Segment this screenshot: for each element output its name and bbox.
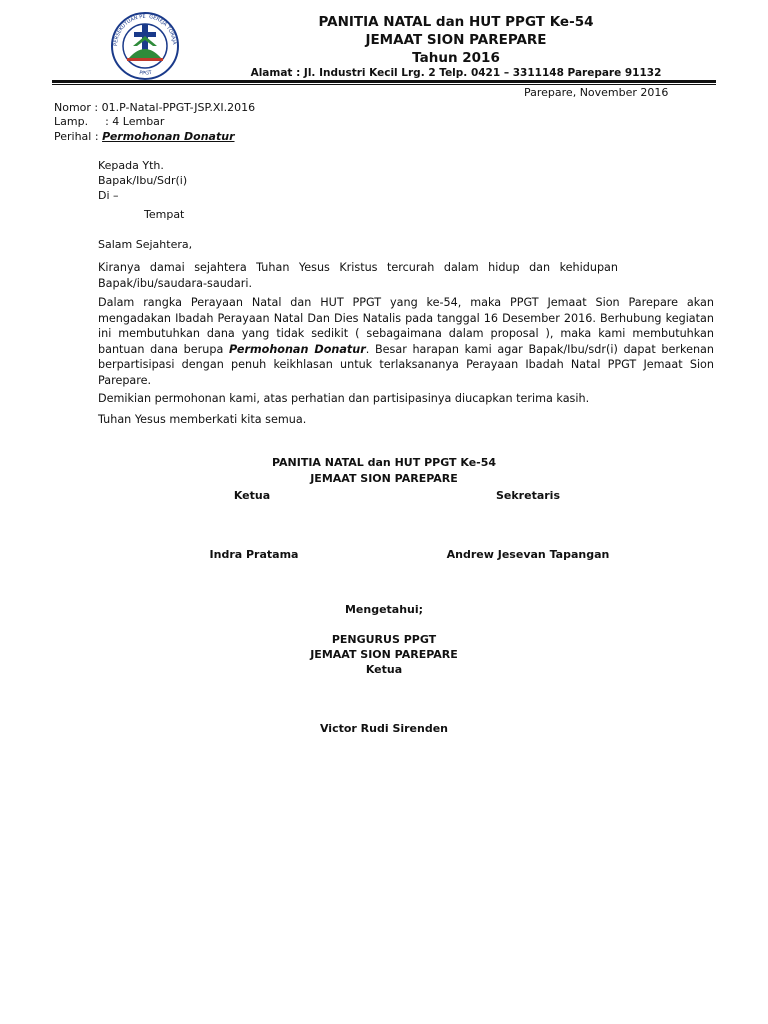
paragraph-4: Tuhan Yesus memberkati kita semua. [98,413,307,426]
ketua-title: Ketua [233,489,271,502]
letterhead-title-1: PANITIA NATAL dan HUT PPGT Ke-54 [318,14,594,30]
pengurus-title: Ketua [365,663,403,676]
perihal-label: Perihal : [54,130,99,143]
ppgt-logo [97,12,193,80]
nomor-label: Nomor : [54,101,99,114]
pengurus-line-2: JEMAAT SION PAREPARE [310,648,458,661]
lamp-row [54,115,164,128]
signature-org-1: PANITIA NATAL dan HUT PPGT Ke-54 [271,456,497,469]
salutation: Salam Sejahtera, [98,238,193,251]
paragraph-1: Kiranya damai sejahtera Tuhan Yesus Kristus tercurah dalam hidup dan kehidupan Bapak/ibu/saudara-saudari. [98,261,618,290]
lamp-label: Lamp. [54,115,89,128]
svg-text:PPGT [139,70,153,77]
perihal-value: Permohonan Donatur [102,130,235,143]
address-line-3: Di – [98,189,119,202]
letterhead-title-3: Tahun 2016 [412,50,500,66]
letter-date: Parepare, November 2016 [524,86,669,99]
letterhead-title-2: JEMAAT SION PAREPARE [365,32,547,48]
paragraph-2 [98,295,714,389]
address-line-4: Tempat [144,208,185,221]
address-line-2: Bapak/Ibu/Sdr(i) [98,174,188,187]
paragraph-2-text-b: . Besar harapan kami agar Bapak/Ibu/sdr(i) dapat berkenan berpartisipasi dengan penuh keikhlasan untuk terlaksananya Perayaan Ibadah Natal PPGT Jemaat Sion Parepare. [98,342,714,387]
pengurus-line-1: PENGURUS PPGT [331,633,437,646]
nomor-value: 01.P-Natal-PPGT-JSP.XI.2016 [101,101,256,114]
pengurus-name: Victor Rudi Sirenden [319,722,449,735]
sekretaris-name: Andrew Jesevan Tapangan [446,548,610,561]
letterhead-address: Alamat : Jl. Industri Kecil Lrg. 2 Telp. 0421 – 3311148 Parepare 91132 [250,67,662,79]
address-line-1: Kepada Yth. [98,159,164,172]
ketua-name: Indra Pratama [209,548,299,561]
paragraph-2-emphasis: Permohonan Donatur [228,342,366,356]
logo-text-top: PERSEKUTUAN PE [112,13,146,47]
nomor-row [54,101,255,114]
mengetahui: Mengetahui; [344,603,424,616]
logo-text-right: GEREJA TORAJA [148,14,178,45]
paragraph-3: Demikian permohonan kami, atas perhatian dan partisipasinya diucapkan terima kasih. [98,392,590,405]
paragraph-2-text-a: Dalam rangka Perayaan Natal dan HUT PPGT yang ke-54, maka PPGT Jemaat Sion Parepare akan mengadakan Ibadah Perayaan Natal Dan Dies Natalis pada tanggal 16 Desember 2016. Berhubung kegiatan ini membutuhkan dana yang tidak sedikit ( sebagaimana dalam proposal ), maka kami membutuhkan bantuan dana berupa [98,296,714,356]
logo-text-bottom: PPGT [138,69,153,77]
signature-org-2: JEMAAT SION PAREPARE [310,472,458,485]
header-rule-thin [52,84,716,85]
header-rule-thick [52,80,716,83]
lamp-value: : 4 Lembar [105,115,165,128]
perihal-row [54,130,235,143]
sekretaris-title: Sekretaris [495,489,560,502]
